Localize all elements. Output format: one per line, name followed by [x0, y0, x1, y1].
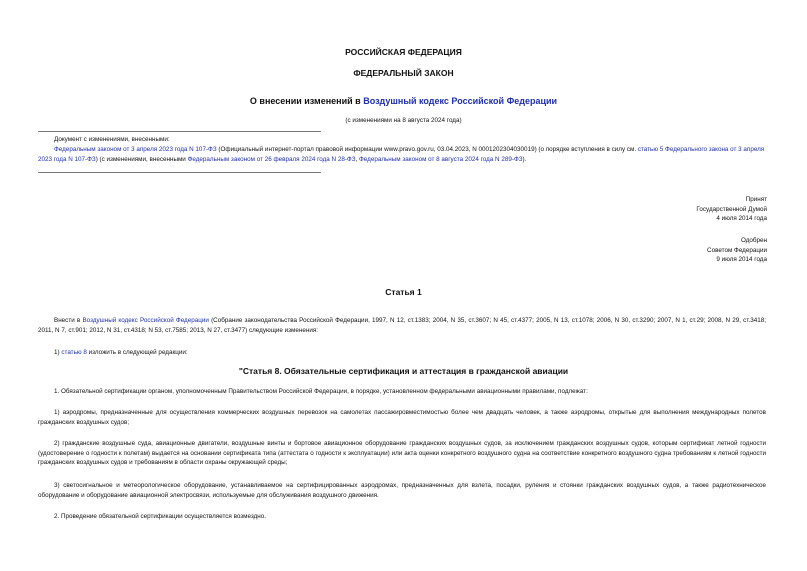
- air-code-link[interactable]: Воздушный кодекс Российской Федерации: [82, 317, 209, 324]
- article-1-heading: Статья 1: [385, 287, 422, 297]
- adoption-duma: [696, 195, 767, 224]
- title-prefix: О внесении изменений в: [249, 96, 364, 106]
- amendment-link-28fz[interactable]: Федеральным законом от 26 февраля 2024 года N 28-ФЗ: [187, 156, 356, 163]
- article-1-prefix: Внести в: [54, 317, 83, 324]
- amendment-link-289fz[interactable]: Федеральным законом от 8 августа 2024 года N 289-ФЗ: [359, 156, 523, 163]
- law-type-heading: ФЕДЕРАЛЬНЫЙ ЗАКОН: [353, 68, 454, 78]
- divider-top: [38, 131, 321, 132]
- adoption-line: Государственной Думой: [696, 205, 767, 213]
- article-8-link[interactable]: статью 8: [61, 349, 87, 356]
- article-1-text: (Собрание законодательства Российской Федерации, 1997, N 12, ст.1383; 2004, N 35, ст.3607; N 45, ст.4377; 2005, N 13, ст.1078; 2006, N 30, ст.3290; 2007, N 1, ст.29; 2008, N 29, ст.3418; 2011, N 7, ст.901; 2012, N 31, ст.4318; N 53, ст.7585; 2013, N 27, ст.3477) следующие изменения:: [38, 317, 767, 334]
- article-8-p1: 1. Обязательной сертификации органом, уполномоченным Правительством Российской Федерации, в порядке, установленном федеральными авиационными правилами, подлежат:: [54, 388, 588, 395]
- adoption-line: Одобрен: [740, 237, 767, 244]
- amendment-link-article5[interactable]: статью 5 Федерального закона от 3 апреля 2023 года N 107-ФЗ: [38, 146, 765, 163]
- article-8-p2: 1) аэродромы, предназначенные для осуществления коммерческих воздушных перевозок на самолетах пассажировместимостью более чем двадцать человек, а также аэродромы, открытые для выполнения международных полетов гражданских воздушных судов;: [38, 409, 766, 426]
- article-8-p3: 2) гражданские воздушные суда, авиационные двигатели, воздушные винты и бортовое авиационное оборудование гражданских воздушных судов, за исключением гражданских воздушных судов, которым сертификат летной годности (удостоверение о годности к полетам) выдается на основании сертификата типа (аттестата о годности к эксплуатации) или акта оценки конкретного воздушного судна на соответствие конкретного воздушного судна требованиям к летной годности гражданских воздушных судов и требованиям в области охраны окружающей среды;: [38, 440, 766, 466]
- article-1-paragraph: [38, 316, 766, 335]
- changes-list: [38, 145, 766, 165]
- changes-text-2: ) (с изменениями, внесенными: [95, 156, 188, 163]
- country-heading: РОССИЙСКАЯ ФЕДЕРАЦИЯ: [345, 47, 462, 57]
- article-8-p4: 3) светосигнальное и метеорологическое оборудование, устанавливаемое на сертифицированных аэродромах, предназначенных для взлета, посадки, руления и стоянки гражданских воздушных судов, а также радиотехническое оборудование и оборудование авиационной электросвязи, используемые для обслуживания воздушного движения.: [38, 482, 766, 499]
- amendment-link-107fz[interactable]: Федеральным законом от 3 апреля 2023 года N 107-ФЗ: [54, 146, 217, 153]
- changes-text-3: ,: [355, 156, 360, 163]
- changes-text-1: (Официальный интернет-портал правовой информации www.pravo.gov.ru, 03.04.2023, N 0001202304030019) (о порядке вступления в силу см.: [216, 146, 638, 153]
- adoption-line: Советом Федерации: [707, 246, 767, 254]
- changes-text-4: ).: [522, 156, 527, 163]
- adoption-line: 4 июля 2014 года: [716, 215, 767, 222]
- changes-box: [38, 135, 766, 165]
- article-8-p5: 2. Проведение обязательной сертификации осуществляется возмездно.: [54, 513, 267, 520]
- adoption-line: Принят: [745, 196, 767, 203]
- document-title: [0, 96, 807, 106]
- article-8-heading: "Статья 8. Обязательные сертификация и аттестация в гражданской авиации: [238, 366, 569, 376]
- adoption-line: 9 июля 2014 года: [716, 256, 767, 263]
- item-1-prefix: 1): [54, 349, 62, 356]
- adoption-federation-council: [707, 236, 767, 265]
- title-code-link[interactable]: Воздушный кодекс Российской Федерации: [363, 96, 558, 106]
- changes-intro: Документ с изменениями, внесенными:: [54, 136, 170, 143]
- divider-bottom: [38, 172, 321, 173]
- item-1-text: изложить в следующей редакции:: [86, 349, 188, 356]
- revision-note: (с изменениями на 8 августа 2024 года): [345, 117, 462, 124]
- article-1-item-1: [38, 348, 766, 358]
